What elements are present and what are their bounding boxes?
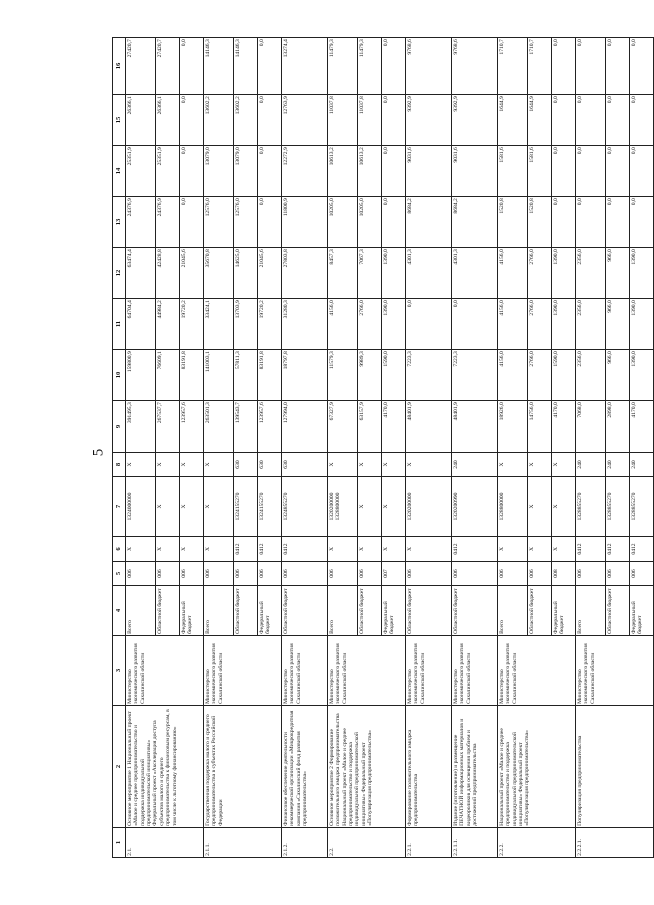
amount-cell: 2356,0 bbox=[576, 248, 606, 299]
amount-cell: 57811,3 bbox=[234, 350, 258, 401]
amount-cell: 11037,8 bbox=[328, 95, 358, 146]
amount-cell: 263501,3 bbox=[204, 401, 234, 453]
activity-name-cell: Формирование положительного имиджа предпринимательства bbox=[406, 706, 452, 828]
amount-cell: 19720,2 bbox=[180, 299, 204, 350]
amount-cell: 0,0 bbox=[258, 38, 282, 95]
code-type-cell: Х bbox=[156, 453, 180, 477]
amount-cell: 9392,9 bbox=[452, 95, 498, 146]
amount-cell: 33424,1 bbox=[204, 299, 234, 350]
code-grbs-cell: 006 bbox=[328, 562, 358, 586]
amount-cell: 0,0 bbox=[382, 146, 406, 197]
amount-cell: 14625,0 bbox=[234, 248, 258, 299]
amount-cell: 4301,3 bbox=[406, 248, 452, 299]
amount-cell: 13602,2 bbox=[204, 95, 234, 146]
page-number: 5 bbox=[90, 448, 107, 457]
amount-cell: 18926,0 bbox=[498, 401, 528, 453]
code-target-cell: 1324155270 bbox=[258, 477, 282, 537]
header-cell: 10 bbox=[113, 350, 126, 401]
funding-source-cell: Областной бюджет bbox=[528, 586, 552, 636]
code-grbs-cell: 006 bbox=[258, 562, 282, 586]
amount-cell: 31280,3 bbox=[282, 299, 328, 350]
header-cell: 2 bbox=[113, 706, 126, 828]
funding-source-cell: Федеральный бюджет bbox=[180, 586, 204, 636]
responsible-cell: Министерство экономического развития Сахалинской области bbox=[576, 636, 654, 706]
amount-cell: 2898,0 bbox=[606, 401, 630, 453]
amount-cell: 0,0 bbox=[576, 38, 606, 95]
code-type-cell: Х bbox=[498, 453, 528, 477]
amount-cell: 0,0 bbox=[630, 146, 654, 197]
activity-name-cell: Финансовое обеспечение деятельности некоммерческой организации «Микрокредитная компания «Сахалинский фонд развития предпринимательства» bbox=[282, 706, 328, 828]
amount-cell: 0,0 bbox=[180, 95, 204, 146]
code-type-cell: Х bbox=[204, 453, 234, 477]
code-grbs-cell: 006 bbox=[156, 562, 180, 586]
amount-cell: 44984,2 bbox=[156, 299, 180, 350]
code-section-cell: 0412 bbox=[234, 537, 258, 562]
amount-cell: 13602,2 bbox=[234, 95, 258, 146]
code-target-cell: Х bbox=[358, 477, 382, 537]
amount-cell: 42428,8 bbox=[156, 248, 180, 299]
funding-source-cell: Областной бюджет bbox=[406, 586, 452, 636]
code-section-cell: 0412 bbox=[576, 537, 606, 562]
responsible-cell: Министерство экономического развития Сахалинской области bbox=[126, 636, 204, 706]
amount-cell: 13079,0 bbox=[234, 146, 258, 197]
amount-cell: 14146,3 bbox=[204, 38, 234, 95]
row-number-cell: 2.2.2. bbox=[498, 828, 576, 858]
row-number-cell: 2.2.1. bbox=[406, 828, 452, 858]
code-grbs-cell: 007 bbox=[382, 562, 406, 586]
code-target-cell: Х bbox=[204, 477, 234, 537]
amount-cell: 11037,8 bbox=[358, 95, 382, 146]
amount-cell: 10205,0 bbox=[328, 197, 358, 248]
amount-cell: 0,0 bbox=[606, 95, 630, 146]
amount-cell: 0,0 bbox=[258, 197, 282, 248]
amount-cell: 1590,0 bbox=[382, 350, 406, 401]
code-type-cell: 630 bbox=[258, 453, 282, 477]
header-cell: 7 bbox=[113, 477, 126, 537]
rotated-table-wrapper bbox=[112, 38, 644, 858]
amount-cell: 127994,0 bbox=[282, 401, 328, 453]
amount-cell: 2356,0 bbox=[576, 299, 606, 350]
funding-source-cell: Всего bbox=[204, 586, 234, 636]
amount-cell: 13079,0 bbox=[204, 146, 234, 197]
code-target-cell: 1328800000 bbox=[498, 477, 528, 537]
code-target-cell: 1324855270 bbox=[282, 477, 328, 537]
code-section-cell: Х bbox=[406, 537, 452, 562]
activity-name-cell: Основное мероприятие 1 Национальный проект «Малое и среднее предпринимательство и поддержка индивидуальной предпринимательской инициативы» Федеральный проект «Акселерация доступа субъектов малого и среднего предпринимательства к финансовым ресурсам, в том числе к льготному финансированию» bbox=[126, 706, 204, 828]
code-section-cell: 0412 bbox=[452, 537, 498, 562]
code-target-cell: 1328855270 bbox=[606, 477, 630, 537]
funding-source-cell: Всего bbox=[126, 586, 156, 636]
amount-cell: 139543,7 bbox=[234, 401, 258, 453]
code-type-cell: Х bbox=[126, 453, 156, 477]
amount-cell: 2766,0 bbox=[528, 299, 552, 350]
amount-cell: 1710,7 bbox=[528, 38, 552, 95]
amount-cell: 0,0 bbox=[606, 38, 630, 95]
amount-cell: 1581,6 bbox=[528, 146, 552, 197]
code-target-cell: Х bbox=[552, 477, 576, 537]
amount-cell: 24376,9 bbox=[156, 197, 180, 248]
funding-source-cell: Всего bbox=[576, 586, 606, 636]
code-section-cell: Х bbox=[528, 537, 552, 562]
amount-cell: 0,0 bbox=[382, 95, 406, 146]
amount-cell: 11479,3 bbox=[358, 38, 382, 95]
amount-cell: 2766,0 bbox=[528, 248, 552, 299]
amount-cell: 1390,0 bbox=[630, 299, 654, 350]
code-type-cell: 630 bbox=[282, 453, 328, 477]
amount-cell: 0,0 bbox=[180, 146, 204, 197]
amount-cell: 21045,6 bbox=[180, 248, 204, 299]
amount-cell: 76609,1 bbox=[156, 350, 180, 401]
header-cell: 9 bbox=[113, 401, 126, 453]
header-cell: 5 bbox=[113, 562, 126, 586]
code-target-cell: Х bbox=[180, 477, 204, 537]
amount-cell: 7068,0 bbox=[576, 401, 606, 453]
code-grbs-cell: 008 bbox=[552, 562, 576, 586]
amount-cell: 21045,6 bbox=[258, 248, 282, 299]
code-section-cell: Х bbox=[180, 537, 204, 562]
responsible-cell: Министерство экономического развития Сахалинской области bbox=[204, 636, 282, 706]
amount-cell: 4170,0 bbox=[630, 401, 654, 453]
amount-cell: 8457,3 bbox=[328, 248, 358, 299]
amount-cell: 14756,0 bbox=[528, 401, 552, 453]
responsible-cell: Министерство экономического развития Сахалинской области bbox=[282, 636, 328, 706]
amount-cell: 123957,6 bbox=[180, 401, 204, 453]
amount-cell: 0,0 bbox=[576, 146, 606, 197]
amount-cell: 267537,7 bbox=[156, 401, 180, 453]
table-row bbox=[282, 38, 328, 858]
amount-cell: 83191,8 bbox=[258, 350, 282, 401]
code-target-cell: Х bbox=[382, 477, 406, 537]
code-grbs-cell: 006 bbox=[528, 562, 552, 586]
amount-cell: 0,0 bbox=[552, 197, 576, 248]
amount-cell: 0,0 bbox=[552, 38, 576, 95]
amount-cell: 391495,3 bbox=[126, 401, 156, 453]
code-section-cell: 0412 bbox=[258, 537, 282, 562]
funding-source-cell: Всего bbox=[328, 586, 358, 636]
code-grbs-cell: 006 bbox=[630, 562, 654, 586]
code-section-cell: Х bbox=[382, 537, 406, 562]
amount-cell: 1390,0 bbox=[382, 299, 406, 350]
code-target-cell: 1320200000 bbox=[406, 477, 452, 537]
amount-cell: 11579,3 bbox=[328, 350, 358, 401]
code-target-cell: 1328855270 bbox=[576, 477, 606, 537]
code-target-cell: 1328855270 bbox=[630, 477, 654, 537]
amount-cell: 0,0 bbox=[552, 95, 576, 146]
code-type-cell: Х bbox=[328, 453, 358, 477]
amount-cell: 1581,6 bbox=[498, 146, 528, 197]
amount-cell: 12576,0 bbox=[204, 197, 234, 248]
amount-cell: 7223,3 bbox=[452, 350, 498, 401]
responsible-cell: Министерство экономического развития Сахалинской области bbox=[406, 636, 452, 706]
amount-cell: 8684,2 bbox=[406, 197, 452, 248]
amount-cell: 27803,8 bbox=[282, 248, 328, 299]
code-type-cell: Х bbox=[528, 453, 552, 477]
row-number-cell: 2.2.2.1. bbox=[576, 828, 654, 858]
amount-cell: 4156,0 bbox=[328, 299, 358, 350]
amount-cell: 1390,0 bbox=[630, 248, 654, 299]
amount-cell: 8684,2 bbox=[452, 197, 498, 248]
activity-name-cell: Национальный проект «Малое и среднее предпринимательство и поддержка индивидуальной предпринимательской инициативы» Федеральный проект «Популяризация предпринимательства» bbox=[498, 706, 576, 828]
amount-cell: 2766,0 bbox=[528, 350, 552, 401]
amount-cell: 48401,9 bbox=[406, 401, 452, 453]
amount-cell: 141003,1 bbox=[204, 350, 234, 401]
amount-cell: 0,0 bbox=[576, 197, 606, 248]
row-number-cell: 2.2.1.1. bbox=[452, 828, 498, 858]
code-grbs-cell: 006 bbox=[452, 562, 498, 586]
amount-cell: 966,0 bbox=[606, 350, 630, 401]
amount-cell: 0,0 bbox=[630, 38, 654, 95]
amount-cell: 0,0 bbox=[406, 299, 452, 350]
amount-cell: 27420,7 bbox=[126, 38, 156, 95]
header-cell: 1 bbox=[113, 828, 126, 858]
funding-source-cell: Областной бюджет bbox=[282, 586, 328, 636]
amount-cell: 4170,0 bbox=[382, 401, 406, 453]
amount-cell: 966,0 bbox=[606, 248, 630, 299]
header-cell: 13 bbox=[113, 197, 126, 248]
header-cell: 15 bbox=[113, 95, 126, 146]
amount-cell: 10613,2 bbox=[328, 146, 358, 197]
code-type-cell: 630 bbox=[234, 453, 258, 477]
header-cell: 11 bbox=[113, 299, 126, 350]
amount-cell: 0,0 bbox=[180, 38, 204, 95]
code-grbs-cell: 006 bbox=[358, 562, 382, 586]
amount-cell: 64704,4 bbox=[126, 299, 156, 350]
code-target-cell: Х bbox=[528, 477, 552, 537]
amount-cell: 25351,9 bbox=[126, 146, 156, 197]
code-grbs-cell: 006 bbox=[498, 562, 528, 586]
row-number-cell: 2.1.2. bbox=[282, 828, 328, 858]
code-section-cell: Х bbox=[498, 537, 528, 562]
amount-cell: 159800,9 bbox=[126, 350, 156, 401]
code-target-cell: 1324000000 bbox=[126, 477, 156, 537]
amount-cell: 1644,9 bbox=[498, 95, 528, 146]
amount-cell: 4301,3 bbox=[452, 248, 498, 299]
amount-cell: 12763,9 bbox=[282, 95, 328, 146]
code-target-cell: 1320200990 bbox=[452, 477, 498, 537]
table-row bbox=[126, 38, 156, 858]
amount-cell: 83191,8 bbox=[180, 350, 204, 401]
amount-cell: 1590,0 bbox=[552, 350, 576, 401]
amount-cell: 12272,9 bbox=[282, 146, 328, 197]
amount-cell: 14146,3 bbox=[234, 38, 258, 95]
amount-cell: 1520,8 bbox=[528, 197, 552, 248]
code-type-cell: Х bbox=[382, 453, 406, 477]
code-grbs-cell: 006 bbox=[180, 562, 204, 586]
amount-cell: 48401,9 bbox=[452, 401, 498, 453]
amount-cell: 0,0 bbox=[630, 95, 654, 146]
amount-cell: 0,0 bbox=[258, 95, 282, 146]
code-grbs-cell: 006 bbox=[282, 562, 328, 586]
funding-source-cell: Областной бюджет bbox=[156, 586, 180, 636]
code-type-cell: 240 bbox=[606, 453, 630, 477]
amount-cell: 0,0 bbox=[552, 146, 576, 197]
amount-cell: 1390,0 bbox=[552, 299, 576, 350]
code-type-cell: Х bbox=[180, 453, 204, 477]
amount-cell: 9392,9 bbox=[406, 95, 452, 146]
amount-cell: 10613,2 bbox=[358, 146, 382, 197]
funding-source-cell: Областной бюджет bbox=[234, 586, 258, 636]
amount-cell: 4156,0 bbox=[498, 299, 528, 350]
amount-cell: 67327,9 bbox=[328, 401, 358, 453]
code-type-cell: 240 bbox=[576, 453, 606, 477]
amount-cell: 9989,3 bbox=[358, 350, 382, 401]
code-type-cell: Х bbox=[552, 453, 576, 477]
activity-name-cell: Издание (изготовление) и размещение ПЕЧАТНОЙ информационных материалов и видеороликов для освещения проблем и достижений предпринимательства bbox=[452, 706, 498, 828]
amount-cell: 0,0 bbox=[606, 146, 630, 197]
code-target-cell: Х bbox=[156, 477, 180, 537]
funding-source-cell: Областной бюджет bbox=[358, 586, 382, 636]
amount-cell: 25351,9 bbox=[156, 146, 180, 197]
amount-cell: 27420,7 bbox=[156, 38, 180, 95]
amount-cell: 19720,2 bbox=[258, 299, 282, 350]
activity-name-cell: Основное мероприятие 2 Формирование положительного имиджа предпринимательства Национальный проект «Малое и среднее предпринимательство и поддержка индивидуальной предпринимательской инициативы» Федеральный проект «Популяризация предпринимательства» bbox=[328, 706, 406, 828]
amount-cell: 24376,9 bbox=[126, 197, 156, 248]
amount-cell: 11800,9 bbox=[282, 197, 328, 248]
funding-source-cell: Федеральный бюджет bbox=[552, 586, 576, 636]
row-number-cell: 2.1.1. bbox=[204, 828, 282, 858]
responsible-cell: Министерство экономического развития Сахалинской области bbox=[498, 636, 576, 706]
amount-cell: 7223,3 bbox=[406, 350, 452, 401]
code-grbs-cell: 006 bbox=[234, 562, 258, 586]
amount-cell: 1390,0 bbox=[630, 350, 654, 401]
header-cell: 4 bbox=[113, 586, 126, 636]
code-grbs-cell: 006 bbox=[606, 562, 630, 586]
code-section-cell: Х bbox=[358, 537, 382, 562]
header-cell: 8 bbox=[113, 453, 126, 477]
code-section-cell: Х bbox=[156, 537, 180, 562]
amount-cell: 0,0 bbox=[606, 197, 630, 248]
funding-source-cell: Всего bbox=[498, 586, 528, 636]
funding-source-cell: Федеральный бюджет bbox=[258, 586, 282, 636]
amount-cell: 12576,0 bbox=[234, 197, 258, 248]
amount-cell: 1390,0 bbox=[382, 248, 406, 299]
activity-name-cell: Популяризация предпринимательства bbox=[576, 706, 654, 828]
code-section-cell: Х bbox=[552, 537, 576, 562]
amount-cell: 123957,6 bbox=[258, 401, 282, 453]
amount-cell: 966,0 bbox=[606, 299, 630, 350]
responsible-cell: Министерство экономического развития Сахалинской области bbox=[328, 636, 406, 706]
row-number-cell: 2.1. bbox=[126, 828, 204, 858]
funding-source-cell: Областной бюджет bbox=[452, 586, 498, 636]
code-section-cell: 0412 bbox=[630, 537, 654, 562]
amount-cell: 2356,0 bbox=[576, 350, 606, 401]
table-row bbox=[452, 38, 498, 858]
code-grbs-cell: 006 bbox=[576, 562, 606, 586]
header-cell: 14 bbox=[113, 146, 126, 197]
amount-cell: 1390,0 bbox=[552, 248, 576, 299]
funding-source-cell: Федеральный бюджет bbox=[630, 586, 654, 636]
activity-name-cell: Государственная поддержка малого и среднего предпринимательства в субъектах Российской Федерации bbox=[204, 706, 282, 828]
amount-cell: 1520,8 bbox=[498, 197, 528, 248]
amount-cell: 0,0 bbox=[180, 197, 204, 248]
code-target-cell: 1320200000 1328800000 bbox=[328, 477, 358, 537]
amount-cell: 0,0 bbox=[576, 95, 606, 146]
amount-cell: 4156,0 bbox=[498, 248, 528, 299]
code-type-cell: Х bbox=[358, 453, 382, 477]
amount-cell: 26366,1 bbox=[126, 95, 156, 146]
code-type-cell: 240 bbox=[452, 453, 498, 477]
amount-cell: 10205,0 bbox=[358, 197, 382, 248]
code-section-cell: 0412 bbox=[606, 537, 630, 562]
code-grbs-cell: 006 bbox=[204, 562, 234, 586]
table-row bbox=[204, 38, 234, 858]
amount-cell: 26366,1 bbox=[156, 95, 180, 146]
table-row bbox=[576, 38, 606, 858]
code-section-cell: Х bbox=[204, 537, 234, 562]
header-cell: 3 bbox=[113, 636, 126, 706]
amount-cell: 0,0 bbox=[382, 197, 406, 248]
amount-cell: 4156,0 bbox=[498, 350, 528, 401]
amount-cell: 9768,6 bbox=[406, 38, 452, 95]
header-cell: 6 bbox=[113, 537, 126, 562]
amount-cell: 0,0 bbox=[258, 146, 282, 197]
header-cell: 16 bbox=[113, 38, 126, 95]
amount-cell: 0,0 bbox=[630, 197, 654, 248]
amount-cell: 7067,3 bbox=[358, 248, 382, 299]
amount-cell: 13703,9 bbox=[234, 299, 258, 350]
amount-cell: 13274,4 bbox=[282, 38, 328, 95]
header-cell: 12 bbox=[113, 248, 126, 299]
table-row bbox=[406, 38, 452, 858]
amount-cell: 9031,6 bbox=[452, 146, 498, 197]
amount-cell: 18797,8 bbox=[282, 350, 328, 401]
amount-cell: 0,0 bbox=[452, 299, 498, 350]
code-target-cell: 1324155270 bbox=[234, 477, 258, 537]
amount-cell: 63474,4 bbox=[126, 248, 156, 299]
amount-cell: 2766,0 bbox=[358, 299, 382, 350]
amount-cell: 9768,6 bbox=[452, 38, 498, 95]
funding-source-cell: Областной бюджет bbox=[606, 586, 630, 636]
code-grbs-cell: 006 bbox=[126, 562, 156, 586]
code-section-cell: Х bbox=[126, 537, 156, 562]
header-row bbox=[113, 38, 126, 858]
table-row bbox=[498, 38, 528, 858]
code-section-cell: 0412 bbox=[282, 537, 328, 562]
code-section-cell: Х bbox=[328, 537, 358, 562]
responsible-cell: Министерство экономического развития Сахалинской области bbox=[452, 636, 498, 706]
amount-cell: 0,0 bbox=[382, 38, 406, 95]
funding-source-cell: Федеральный бюджет bbox=[382, 586, 406, 636]
amount-cell: 35670,8 bbox=[204, 248, 234, 299]
code-type-cell: Х bbox=[406, 453, 452, 477]
code-type-cell: 240 bbox=[630, 453, 654, 477]
code-grbs-cell: 006 bbox=[406, 562, 452, 586]
amount-cell: 1644,9 bbox=[528, 95, 552, 146]
table-row bbox=[328, 38, 358, 858]
row-number-cell: 2.2. bbox=[328, 828, 406, 858]
amount-cell: 9031,6 bbox=[406, 146, 452, 197]
amount-cell: 1710,7 bbox=[498, 38, 528, 95]
amount-cell: 11479,3 bbox=[328, 38, 358, 95]
budget-table bbox=[112, 37, 654, 858]
amount-cell: 4170,0 bbox=[552, 401, 576, 453]
amount-cell: 63157,9 bbox=[358, 401, 382, 453]
